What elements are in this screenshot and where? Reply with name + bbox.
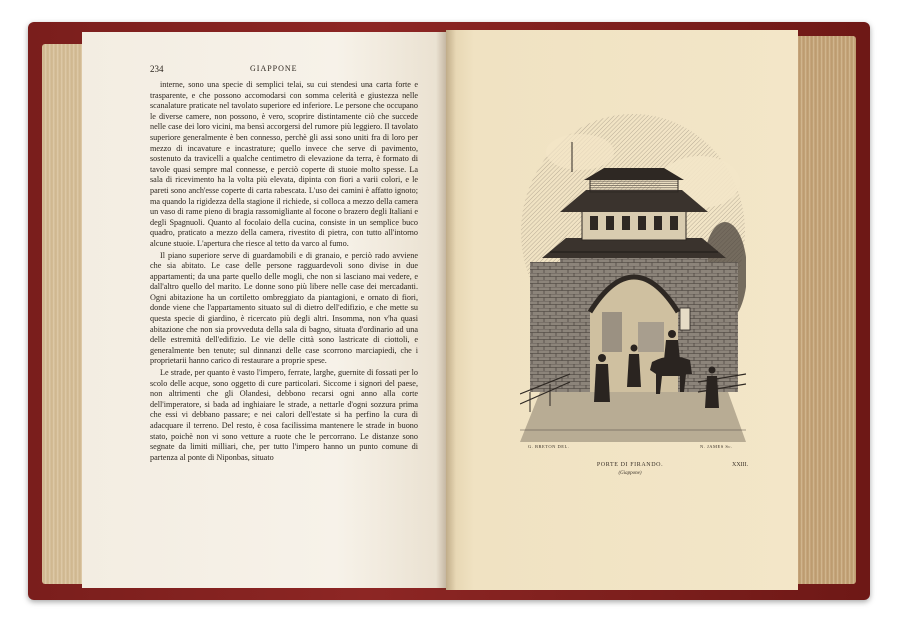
engraving-credit-artist: G. BRETON DEL. [528, 444, 570, 449]
engraving-plate [520, 112, 746, 442]
book-gutter [436, 30, 456, 590]
plate-subcaption: (Giappone) [618, 471, 642, 476]
left-page-header [150, 64, 418, 76]
engraving-credit-engraver: N. JAMES Sc. [700, 444, 733, 449]
page-edges-right [794, 36, 856, 584]
left-page-text [150, 80, 418, 542]
gate-roof-upper [560, 190, 708, 212]
plate-number: XXIII. [732, 462, 749, 468]
paragraph: Le strade, per quanto è vasto l'impero, ferrate, larghe, guernite di fossati per lo scolo delle acque, sono oggetto di cure particolari. Siccome i signori del paese, non altrimenti che gli Olandesi, debbono recarsi ogni anno alla corte dell'imperatore, si bada ad inghiaiare le strade, a nettarle d'ogni sozzura prima che essi vi debbano passare; e nei calori dell'estate si ha perfino la cura di adacquare il terreno. Del resto, è cosa facilissima mantenere le strade in buono stato, poichè non vi sono vetture a ruote che le percorrano. Le distanze sono segnate da limiti milliari, che, per tutto l'impero hanno un punto comune di partenza al ponte di Niponbas, situato [150, 368, 418, 462]
page-number: 234 [150, 64, 164, 74]
paragraph: interne, sono una specie di semplici telai, su cui stendesi una carta forte e trasparente, e che possono accomodarsi con somma celerità e giustezza nelle scanalature praticate nel tavolato superiore ed inferiore. Le persone che occupano le diverse camere, non possono, è vero, scoprire distintamente ciò che succede nelle case dei loro vicini, ma bensì accorgersi del rumore più leggiero. Il tavolato superiore generalmente è ben connesso, perchè gli assi sono uniti fra di loro per mezzo di incavature e incastrature; quello invece che serve di pavimento, sostenuto da travicelli a qualche centimetro di elevazione da terra, è formato di tavole quasi sempre mal connesse, e perciò coperte di stuoie molto spesse. La sala di ricevimento ha la volta più elevata, dipinta con fiori a varii colori, e le pareti sono anch'esse coperte di carta rabescata. L'uso dei camini è affatto ignoto; ma quando la rigidezza della stagione il richiede, si colloca a mezzo della camera un vaso di rame pieno di bragia rassomigliante al focone o brazero degli Italiani e degli Spagnuoli. Quanto al focolaio della cucina, consiste in un semplice buco quadro, praticato a mezzo della camera, rivestito di pietra, con tutto all'intorno alcune stuoie. L'apertura che riesce al tetto da varco al fumo. [150, 80, 418, 248]
plate-caption: PORTE DI FIRANDO. [596, 462, 664, 468]
gate-roof-lower [542, 238, 726, 258]
paragraph: Il piano superiore serve di guardamobili e di granaio, e perciò rado avviene che sia abitato. Le case delle persone ragguardevoli sono divise in due appartamenti; da una parte quello delle mogli, che non si lasciano mai vedere, e dall'altro quello del marito. Le donne sono più libere nelle case dei mercadanti. Ogni abitazione ha un cortiletto ombreggiato da piantagioni, e ornato di fiori, donde viene che l'appartamento situato sul di dietro dell'edifizio, e che mette su questa specie di giardino, è ricercato più degli altri. Insomma, non v'ha quasi abitazione che non sia provveduta della sala di bagno, situata d'ordinario ad una delle estremità dell'edifizio. Le vie delle città sono lastricate di ciottoli, e generalmente ben tenute; sul dinnanzi delle case scorrono marciapiedi, che i proprietarii hanno carico di restaurare a proprie spese. [150, 250, 418, 366]
running-head: GIAPPONE [250, 64, 298, 73]
